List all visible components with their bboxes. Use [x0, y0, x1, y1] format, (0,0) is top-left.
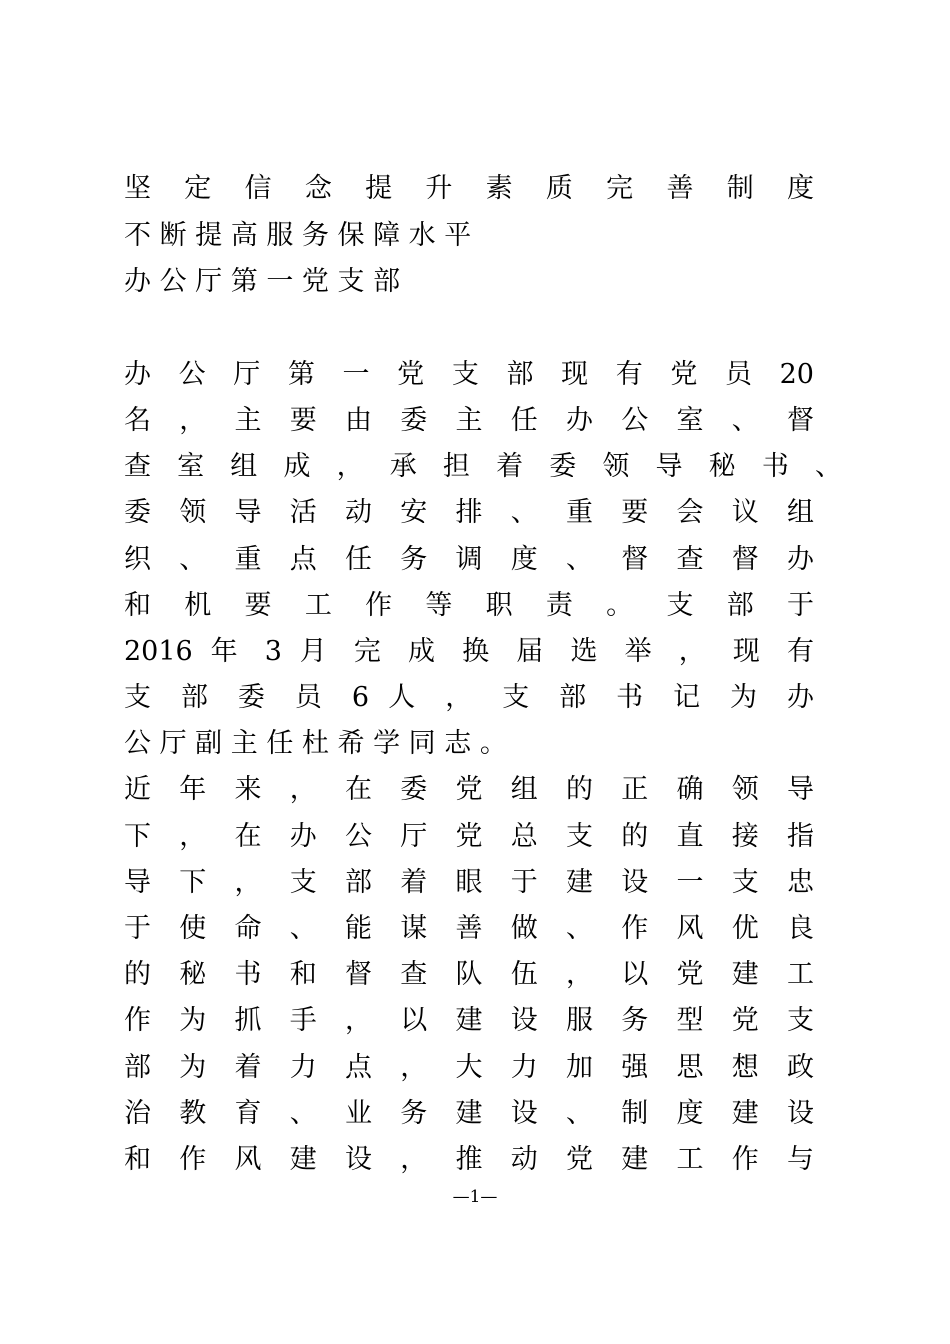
body-line-16: 部 为 着 力 点 ， 大 力 加 强 思 想 政 [124, 1052, 814, 1083]
page-number: —1— [452, 1187, 498, 1207]
body-line-18: 和 作 风 建 设 ， 推 动 党 建 工 作 与 [124, 1144, 814, 1175]
body-line-13: 于 使 命 、 能 谋 善 做 、 作 风 优 良 [124, 913, 814, 944]
title-line-1: 坚 定 信 念 提 升 素 质 完 善 制 度 [124, 173, 814, 204]
body-line-9: 公 厅 副 主 任 杜 希 学 同 志 。 [124, 728, 507, 759]
body-line-17: 治 教 育 、 业 务 建 设 、 制 度 建 设 [124, 1098, 814, 1129]
body-line-5: 织 、 重 点 任 务 调 度 、 督 查 督 办 [124, 544, 814, 575]
body-line-6: 和 机 要 工 作 等 职 责 。 支 部 于 [124, 590, 814, 621]
title-line-2: 不 断 提 高 服 务 保 障 水 平 [124, 220, 472, 251]
body-line-15: 作 为 抓 手 ， 以 建 设 服 务 型 党 支 [124, 1005, 814, 1036]
body-line-11: 下 ， 在 办 公 厅 党 总 支 的 直 接 指 [124, 821, 814, 852]
body-line-3: 查 室 组 成 ， 承 担 着 委 领 导 秘 书 、 [124, 451, 842, 482]
body-line-12: 导 下 ， 支 部 着 眼 于 建 设 一 支 忠 [124, 867, 814, 898]
body-line-4: 委 领 导 活 动 安 排 、 重 要 会 议 组 [124, 497, 814, 528]
body-line-7: 2016 年 3 月 完 成 换 届 选 举 ， 现 有 [124, 636, 814, 667]
body-line-2: 名 ， 主 要 由 委 主 任 办 公 室 、 督 [124, 405, 814, 436]
body-line-14: 的 秘 书 和 督 查 队 伍 ， 以 党 建 工 [124, 959, 814, 990]
body-line-1: 办 公 厅 第 一 党 支 部 现 有 党 员 20 [124, 359, 814, 390]
body-line-8: 支 部 委 员 6 人 ， 支 部 书 记 为 办 [124, 682, 814, 713]
title-line-3: 办 公 厅 第 一 党 支 部 [124, 266, 401, 297]
body-line-10: 近 年 来 ， 在 委 党 组 的 正 确 领 导 [124, 774, 814, 805]
